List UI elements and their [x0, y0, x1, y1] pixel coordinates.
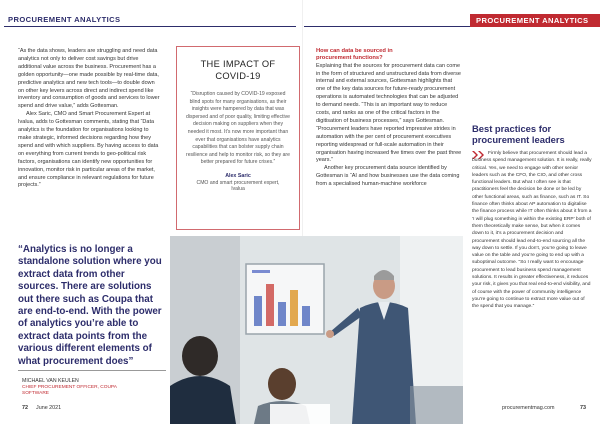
- column3-paragraph: Another key procurement data source identified by Gottesman is “AI and how businesses use the data coming from a specialised human-machine workforce: [316, 165, 460, 188]
- article-column-1: [18, 48, 162, 190]
- column1-paragraph: “As the data shows, leaders are struggling and need data analytics not only to deliver cost savings but drive additional value across the business. Procurement has a golden opportunity—one made possible by real-time data, predictive analytics and new tech tools—to double down on other key levers across direct and indirect spend like inventory and consumption of goods and services to lower spend and drive value,” adds Gottesman.: [18, 48, 160, 110]
- quote-author-name: MICHAEL VAN KEULEN: [22, 378, 79, 384]
- pull-quote: “Analytics is no longer a standalone solution where you extract data from other sources. There are solutions out there such as Coupa that are end-to-end. With the power of analytics you’re able to extract data points from the various different elements of what procurement does”: [18, 244, 162, 367]
- subhead-line1: How can data be sourced in: [316, 48, 393, 54]
- meeting-photo: [170, 236, 463, 424]
- page-number-right: 73: [580, 405, 586, 411]
- box-title-line1: THE IMPACT OF: [200, 59, 276, 69]
- issue-date: June 2021: [36, 405, 62, 411]
- box-role-line2: Ivalua: [231, 185, 245, 192]
- website-link[interactable]: procurementmag.com: [502, 405, 555, 411]
- page-number-left: 72: [22, 405, 28, 411]
- box-title: [177, 58, 299, 82]
- box-title-line2: COVID-19: [215, 71, 261, 81]
- best-practices-column: [472, 123, 592, 310]
- meeting-photo-illustration: [170, 236, 463, 424]
- header-left: [4, 14, 296, 27]
- best-practices-body: Firmly believe that procurement should lead a business spend management solution. It is really, really critical. Yes, we need to engage with other senior leaders such as the CFO, the CIO, and other cross functional leaders. But what I often see is that practitioners feel the decision be done or be led by other functional areas, such as finance, such as IT. So finance often thinks about AP automation to digitalise the finance process while IT often thinks about it from a ‘I will plug something in within the existing ERP’ both of them theoretically make sense, but when it comes down to it, it’s a procurement decision and procurement should lead end-to-end sourcing all the way down to settle. If you don’t, you’re going to leave value on the table and you’re going to end up with a suboptimal outcome. “So I really want to encourage procurement to lead business spend management solutions. It results in greater effectiveness, it reduces your risk, it gives you that real end-to-end visibility, and of course with the power of community intelligence you’re going to continue to extract more value out of the spend that you manage.”: [472, 151, 592, 310]
- header-right-label: PROCUREMENT ANALYTICS: [476, 16, 589, 25]
- best-practices-title: [472, 124, 592, 145]
- box-quote: “Disruption caused by COVID-19 exposed blind spots for many organisations, as their insights were hampered by data that was dispersed and of poor quality, limiting effective decision making on suppliers when they needed it most. It’s now more important than ever that organisations have analytics capabilities that can bolster supply chain resilience and help to monitor risk, so they are better prepared for future crises.”: [185, 91, 290, 166]
- header-left-label: PROCUREMENT ANALYTICS: [8, 15, 121, 24]
- box-author-name: Alex Saric: [225, 172, 251, 179]
- title-line2: procurement leaders: [472, 133, 565, 145]
- header-right: [470, 14, 600, 27]
- covid-impact-box: [176, 46, 300, 230]
- box-author-role: [177, 180, 299, 192]
- column1-paragraph: Alex Saric, CMO and Smart Procurement Expert at Ivalua, adds to Gottesman comments, stating that “Data analytics is the foundation for organisations looking to make strategic, informed decisions regarding how they spend and with which suppliers. By having access to data on everything from current trends to geo-political risk factors, organisations can identify new opportunities for innovation, monitor risk in particular areas of the market, and ensure compliance in relevant regulations for future projects.”: [18, 111, 159, 189]
- subhead-line2: procurement functions?: [316, 55, 383, 62]
- column3-paragraph: Explaining that the sources for procurement data can come in the form of structured and unstructured data from diverse internal and external sources, Gottesman highlights that one of the key data sources for future-ready procurement operations is automated technologies that can be adjusted to demand needs. “This is an important way to reduce costs, and ranks as one of the critical factors in the digitisation of business processes,” says Gottesman. “Procurement leaders have reported impressive strides in automation with the per cent of procurement executives reporting widespread or full-scale automation in their organisation having increased five times over the past three years.”: [316, 62, 462, 164]
- article-column-3: [316, 48, 462, 189]
- header-rule: [304, 26, 470, 27]
- column3-subhead: [316, 48, 462, 63]
- quote-divider: [18, 370, 166, 371]
- quote-author-role: CHIEF PROCUREMENT OFFICER, COUPA SOFTWARE: [22, 385, 117, 396]
- box-role-line1: CMO and smart procurement expert,: [196, 179, 280, 186]
- title-line1: Best practices for: [472, 123, 552, 134]
